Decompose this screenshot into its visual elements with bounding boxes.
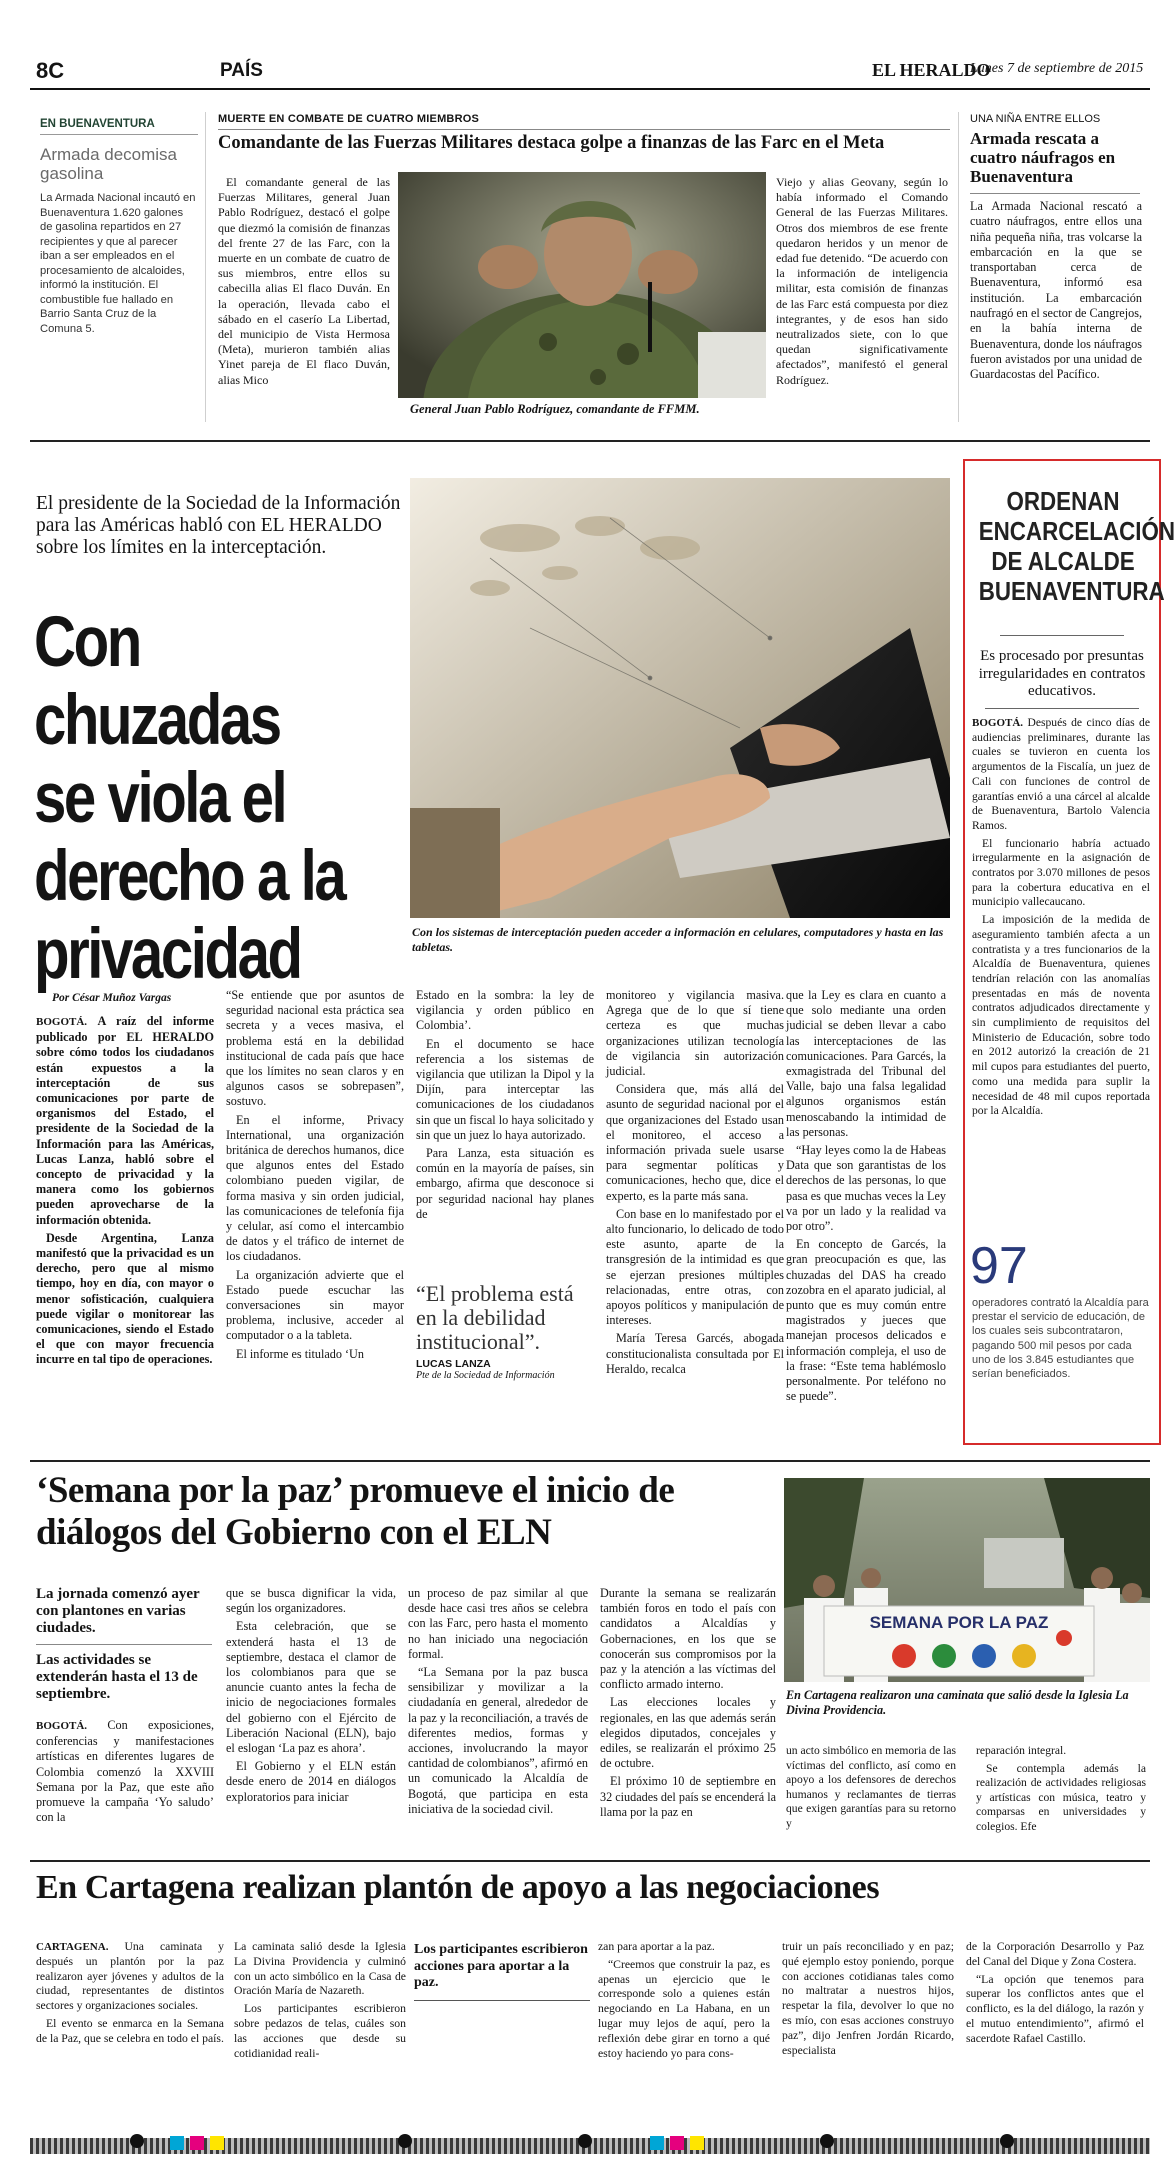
chuzadas-col2-p4: El informe es titulado ‘Un — [236, 1346, 364, 1361]
color-swatch-yellow — [210, 2136, 224, 2150]
cartagena-pull: Los participantes escribieron acciones para aportar a la paz. — [414, 1942, 590, 2001]
eln-col4-p2: Las elecciones locales y regionales, en las que además serán elegidos diputados, concejales y ediles, se realizarán el próximo 25 de octubre. — [600, 1695, 776, 1771]
eln-col2-p2: Esta celebración, que se extenderá hasta el 13 de septiembre, destaca el clamor de los colombianos para que se anuncie cuanto antes la fecha de inicio de negociaciones formales del gobierno con el Ejército de Liberación Nacional (ELN), bajo el eslogan ‘La paz es ahora’. — [226, 1619, 396, 1756]
chuzadas-quote — [416, 1282, 596, 1381]
cartagena-col2-p1: La caminata salió desde la Iglesia La Divina Providencia y culminó con un acto simbólico en la Casa de Oración María de Nazareth. — [234, 1940, 406, 1998]
chuzadas-col4-p4: María Teresa Garcés, abogada constitucionalista consultada por El Heraldo, recalca — [606, 1331, 784, 1376]
cartagena-col2 — [234, 1940, 406, 2064]
chuzadas-caption: Con los sistemas de interceptación pueden acceder a información en celulares, computadores y hasta en las tabletas. — [412, 925, 944, 954]
brief-buenaventura — [40, 118, 198, 418]
chuzadas-col1-p2: Desde Argentina, Lanza manifestó que la privacidad es un derecho, pero que al mismo tiempo, hoy en día, con mayor o menor sofisticación, cualquiera puede vigilar o monitorear las comunicaciones, siendo el Estado el que con mayor frecuencia incurre en tal tipo de operaciones. — [36, 1230, 214, 1367]
commander-headline: Comandante de las Fuerzas Militares destaca golpe a finanzas de las Farc en el Meta — [218, 133, 885, 153]
eln-photo — [784, 1478, 1150, 1682]
mayor-headline: ORDENAN ENCARCELACIÓN DE ALCALDE BUENAVENTURA — [978, 486, 1175, 606]
chuzadas-quote-name: LUCAS LANZA — [416, 1358, 491, 1370]
cartagena-col4 — [598, 1940, 770, 2064]
masthead-paper: EL HERALDO — [872, 60, 991, 80]
mayor-subhead: Es procesado por presuntas irregularidades en contratos educativos. — [978, 648, 1146, 699]
registration-mark — [1000, 2134, 1014, 2148]
rescue-kicker: UNA NIÑA ENTRE ELLOS — [970, 113, 1101, 125]
commander-col1: El comandante general de las Fuerzas Militares, general Juan Pablo Rodríguez, destacó el golpe que diezmó la comisión de finanzas del frente 27 de las Farc, con la muerte en un combate de cuatro de sus miembros, entre ellos su cabecilla alias El flaco Duván. En la operación, llevada cabo el sábado en el caserío La Libertad, del municipio de Vista Hermosa (Meta), murieron también alias Yinet pareja de El flaco Duván, alias Mico — [218, 175, 390, 387]
eln-sub1: La jornada comenzó ayer con plantones en varias ciudades. — [36, 1586, 200, 1636]
chuzadas-col2-p2: En el informe, Privacy International, una organización británica de derechos humanos, dice que algunos entes del Estado colombiano pueden vigilar, de forma masiva y sin orden judicial, las comunicaciones de telefonía fija y celular, así como el intercambio de datos y el tráfico de internet de los ciudadanos. — [226, 1112, 404, 1264]
registration-mark — [578, 2134, 592, 2148]
chuzadas-quote-role: Pte de la Sociedad de Información — [416, 1370, 555, 1381]
color-swatch-yellow — [690, 2136, 704, 2150]
chuzadas-col2 — [226, 988, 404, 1365]
cartagena-headline: En Cartagena realizan plantón de apoyo a las negociaciones — [36, 1869, 880, 1906]
chuzadas-col5-p3: En concepto de Garcés, la gran preocupación es que, las chuzadas del DAS ha creado zozobra en el aparato judicial, al punto que es muy común entre magistrados y jueces que manejan procesos delicados e información compleja, el uso de la frase: “Este tema hablémoslo personalmente. Por teléfono no se puede”. — [786, 1237, 946, 1404]
registration-mark — [820, 2134, 834, 2148]
eln-banner-text: SEMANA POR LA PAZ — [869, 1613, 1049, 1632]
color-swatch-magenta — [670, 2136, 684, 2150]
eln-col4-p1: Durante la semana se realizarán también foros en todo el país con candidatos a Alcaldías y Gobernaciones, en los que se conocerán sus compromisos por la paz y la atención a las víctimas del conflicto armado interno. — [600, 1586, 776, 1692]
eln-col3-p2: “La Semana por la paz busca sensibilizar y movilizar a la ciudadanía en general, alrededor de la paz y la reconciliación, a través de diferentes medios, formas y acciones, involucrando la mayor cantidad de colombianos”, afirmó en un comunicado la Alcaldía de Bogotá, que participa en esta iniciativa de la sociedad civil. — [408, 1665, 589, 1816]
eln-col2-p1: que se busca dignificar la vida, según los organizadores. — [226, 1586, 396, 1616]
chuzadas-col1-p1: A raíz del informe publicado por EL HERALDO sobre cómo todos los ciudadanos están expuestos a la interceptación de sus comunicaciones por parte de organismos del Estado, el presidente de la Sociedad de la Información para las Américas, Lucas Lanza, habló sobre el concepto de privacidad y la manera como los gobiernos pueden aprovecharse de la información obtenida. — [36, 1014, 214, 1227]
cartagena-col1-p1: Una caminata y después un plantón por la paz realizaron ayer jóvenes y adultos de la ciudad, representantes de distintos sectores y organizaciones sociales. — [36, 1940, 224, 2013]
cartagena-col6-p2: “La opción que tenemos para superar los conflictos antes que el conflicto, es la del diálogo, la razón y el mutuo entendimiento”, afirmó el sacerdote Rafael Castillo. — [966, 1972, 1144, 2045]
cartagena-col2-p2: Los participantes escribieron sobre pedazos de telas, cuáles son las acciones que desde su cotidianidad reali- — [234, 2002, 406, 2060]
chuzadas-headline: Con chuzadas se viola el derecho a la privacidad — [34, 603, 345, 994]
registration-mark — [130, 2134, 144, 2148]
chuzadas-col2-p1: “Se entiende que por asuntos de seguridad nacional esta práctica sea secreta y a veces masiva, el problema está en la debilidad institucional de cada país que hace que los límites no sean claros y en algunos casos se sobrepasen”, sostuvo. — [226, 988, 404, 1109]
eln-col6 — [976, 1744, 1146, 1838]
mayor-body — [972, 716, 1150, 1122]
eln-col4-p3: El próximo 10 de septiembre en 32 ciudades del país se encenderá la llama por la paz en — [600, 1774, 776, 1819]
chuzadas-col3 — [416, 988, 594, 1225]
eln-col1 — [36, 1718, 214, 1828]
eln-col3 — [408, 1586, 588, 1820]
mayor-dateline: BOGOTÁ. — [972, 717, 1024, 729]
cartagena-col4-p2: “Creemos que construir la paz, es apenas un ejercicio que le corresponde solo a quienes están negociando en La Habana, en un lugar muy lejos de aquí, pero la reflexión debe girar en torno a qué estoy haciendo yo para cons- — [598, 1957, 770, 2060]
mayor-stat-number: 97 — [970, 1237, 1028, 1295]
eln-sub2: Las actividades se extenderán hasta el 13 de septiembre. — [36, 1652, 198, 1702]
chuzadas-dateline: BOGOTÁ. — [36, 1016, 88, 1028]
chuzadas-col2-p3: La organización advierte que el Estado puede escuchar las conversaciones sin mayor problema, inclusive, acceder al computador o a la tableta. — [226, 1267, 404, 1343]
eln-col5: un acto simbólico en memoria de las víctimas del conflicto, así como en apoyo a los defensores de derechos humanos y reclamantes de tierras que exigen garantías para su retorno y — [786, 1744, 956, 1830]
mayor-stat-text: operadores contrató la Alcaldía para prestar el servicio de educación, de los cuales seis subcontrataron, pagando 500 mil pesos por cada uno de los 3.845 estudiantes que serían beneficiados. — [972, 1297, 1149, 1381]
eln-col4 — [600, 1586, 776, 1823]
registration-mark — [398, 2134, 412, 2148]
page-number: 8C — [36, 58, 65, 83]
cartagena-dateline: CARTAGENA. — [36, 1941, 109, 1953]
cartagena-col1 — [36, 1940, 224, 2050]
eln-col6-p1: reparación integral. — [976, 1744, 1067, 1757]
chuzadas-col5-p2: “Hay leyes como la de Habeas Data que son garantistas de los derechos de las personas, lo que pasa es que muchas veces la Ley va por un lado y la realidad va por otro”. — [786, 1143, 946, 1234]
eln-headline: ‘Semana por la paz’ promueve el inicio de diálogos del Gobierno con el ELN — [36, 1470, 675, 1553]
chuzadas-deck: El presidente de la Sociedad de la Información para las Américas habló con EL HERALDO sobre los límites en la interceptación. — [36, 493, 401, 558]
eln-col3-p1: un proceso de paz similar al que desde hace casi tres años se celebra con las Farc, pero hasta el momento no han iniciado una negociación formal. — [408, 1586, 588, 1661]
cartagena-col5: truir un país reconciliado y en paz; qué ejemplo estoy poniendo, porque con acciones cotidianas tales como no maltratar a nuestros hijos, respetar la fila, devolver lo que no es mío, con esas acciones construyo paz”, dijo Jenfren Jordán Ricardo, especialista — [782, 1940, 954, 2057]
eln-caption: En Cartagena realizaron una caminata que salió desde la Iglesia La Divina Providencia. — [786, 1688, 1129, 1717]
cartagena-col6-p1: de la Corporación Desarrollo y Paz del Canal del Dique y Zona Costera. — [966, 1940, 1144, 1968]
header-rule — [30, 88, 1150, 90]
eln-col2-p3: El Gobierno y el ELN están desde enero de 2014 en diálogos exploratorios para iniciar — [226, 1759, 396, 1804]
color-swatch-cyan — [650, 2136, 664, 2150]
mayor-p3: La imposición de la medida de aseguramiento también afecta a un contratista y a tres funcionarios de la Alcaldía de Buenaventura, quienes tendrían relación con las anomalías presentadas en más de noventa contratos adjudicados directamente y sin cumplimiento de requisitos del Ministerio de Educación, sobre todo en 2012 autorizó la creación de 21 mil cupos para estudiantes del puerto, como una medida para suplir la necesidad de 48 mil cupos reportada por la Alcaldía. — [972, 913, 1150, 1118]
chuzadas-photo — [410, 478, 950, 918]
chuzadas-quote-text: “El problema está en la debilidad institucional”. — [416, 1281, 574, 1354]
commander-col2: Viejo y alias Geovany, según lo había informado el Comando General de las Fuerzas Militares. Otros dos miembros de ese frente quedaron heridos y un menor de edad fue detenido. “De acuerdo con la información de inteligencia militar, esta comisión de finanzas de las Farc está compuesta por diez integrantes, y de esos han sido neutralizados siete, con lo que quedan significativamente afectados”, manifestó el general Rodríguez. — [776, 175, 948, 387]
mayor-p2: El funcionario habría actuado irregularmente en la asignación de contratos por 3.070 millones de pesos para la cobertura educativa en el municipio vallecaucano. — [972, 836, 1150, 909]
brief-body: La Armada Nacional incautó en Buenaventura 1.620 galones de gasolina repartidos en 27 recipientes y que al parecer iban a ser empleados en el procesamiento de alcaloides, informó la institución. El combustible fue hallado en Barrio Santa Cruz de la Comuna 5. — [40, 192, 196, 335]
chuzadas-col4-p3: Con base en lo manifestado por el alto funcionario, lo delicado de todo este asunto, aparte de la transgresión de la intimidad es que se ejerzan presiones múltiples relacionadas, entre otras, con apoyos políticos y manipulación de intereses. — [606, 1206, 784, 1328]
section-name: PAÍS — [220, 60, 263, 81]
chuzadas-col1 — [36, 1014, 214, 1371]
eln-col2 — [226, 1586, 396, 1808]
masthead-date: Lunes 7 de septiembre de 2015 — [970, 61, 1144, 76]
brief-kicker: EN BUENAVENTURA — [40, 118, 198, 135]
eln-col1-text: Con exposiciones, conferencias y manifestaciones artísticas en diferentes lugares de Colombia comenzó la XXVIII Semana por la Paz, que este año promueve la campaña ‘Yo saludo’ con la — [36, 1718, 214, 1825]
color-swatch-cyan — [170, 2136, 184, 2150]
rescue-body: La Armada Nacional rescató a cuatro náufragos, entre ellos una niña pequeña niña, tras volcarse la embarcación en la que se transportaban cerca de Buenaventura, informó esa institución. La embarcación naufragó en el sector de Cangrejos, en la bahía interna de Buenaventura, donde los náufragos fueron avistados por una unidad de Guardacostas del Pacífico. — [970, 199, 1142, 382]
eln-dateline: BOGOTÁ. — [36, 1720, 88, 1732]
color-swatch-magenta — [190, 2136, 204, 2150]
chuzadas-col4-p2: Considera que, más allá del asunto de seguridad nacional por el que organizaciones del Estado usan el monitoreo, el acceso a información privada suele usarse para segmentar políticas y comunicaciones, hecho que, dice el experto, es la parte más sana. — [606, 1082, 784, 1203]
rescue-headline: Armada rescata a cuatro náufragos en Buenaventura — [970, 129, 1116, 186]
commander-photo — [398, 172, 766, 398]
mayor-p1: Después de cinco días de audiencias preliminares, durante las cuales se tuvieron en cuenta los argumentos de la Fiscalía, un juez de Cali con funciones de control de garantías envió a una cárcel al alcalde de Buenaventura, Bartolo Valencia Ramos. — [972, 716, 1150, 832]
cartagena-col1-p2: El evento se enmarca en la Semana de la Paz, que se celebra en todo el país. — [36, 2016, 224, 2045]
chuzadas-col3-p2: En el documento se hace referencia a los sistemas de vigilancia que utilizan la Dipol y la Dijín, para interceptar las comunicaciones de los ciudadanos sin que un fiscal lo haya solicitado y sin que un juez lo haya autorizado. — [416, 1036, 594, 1142]
cartagena-col6 — [966, 1940, 1144, 2050]
eln-col6-p2: Se contempla además la realización de actividades religiosas y artísticas con música, teatro y comparsas en universidades y colegios. Efe — [976, 1761, 1146, 1833]
chuzadas-col4 — [606, 988, 784, 1380]
chuzadas-col5-p1: que la Ley es clara en cuanto a que solo mediante una orden judicial se deben llevar a cabo las interceptaciones de las comunicaciones. Para Garcés, la exmagistrada del Tribunal del Valle, bajo una falsa legalidad algunos organismos están menoscabando la intimidad de las personas. — [786, 988, 946, 1139]
commander-caption: General Juan Pablo Rodríguez, comandante de FFMM. — [410, 402, 700, 416]
brief-title: Armada decomisa gasolina — [40, 145, 178, 183]
chuzadas-col3-p1: Estado en la sombra: la ley de vigilancia y orden público en Colombia’. — [416, 988, 594, 1033]
chuzadas-col3-p3: Para Lanza, esta situación es común en la mayoría de países, sin embargo, afirma que desconoce si por seguridad nacional hay planes de — [416, 1146, 594, 1221]
chuzadas-byline: Por César Muñoz Vargas — [52, 992, 172, 1004]
chuzadas-col4-p1: monitoreo y vigilancia masiva. Agrega que de lo que sí tiene certeza es que muchas organizaciones utilizan tecnología de vigilancia sin autorización judicial. — [606, 988, 784, 1079]
cartagena-col4-p1: zan para aportar a la paz. — [598, 1940, 715, 1953]
chuzadas-col5 — [786, 988, 946, 1407]
commander-kicker: MUERTE EN COMBATE DE CUATRO MIEMBROS — [218, 113, 480, 125]
